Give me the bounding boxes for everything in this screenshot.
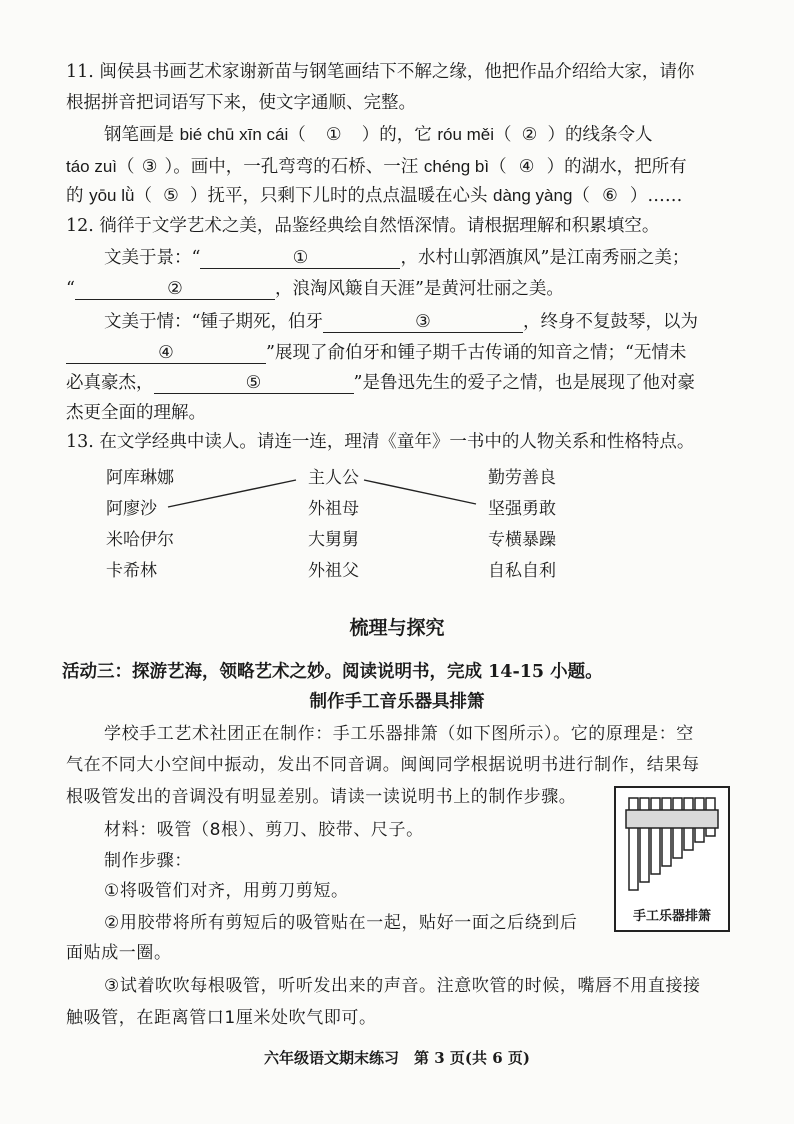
pinyin-6: dàng yàng — [493, 186, 573, 205]
step-1: ①将吸管们对齐，用剪刀剪短。 — [104, 881, 349, 901]
q12-line1: 12. 徜徉于文学艺术之美，品鉴经典绘自然悟深情。请根据理解和积累填空。 — [66, 216, 660, 236]
relation-item[interactable]: 主人公 — [308, 468, 359, 488]
q11-line4: táo zuì（ ③ ）。画中，一孔弯弯的石桥、一汪 chéng bì（ ④ ）的湖水，把所有 — [66, 157, 687, 177]
fill-blank-4[interactable]: ④ — [66, 343, 266, 364]
fill-blank-5[interactable]: ⑤ — [154, 373, 354, 394]
relation-item[interactable]: 大舅舅 — [308, 530, 359, 550]
figure-caption: 手工乐器排箫 — [632, 909, 711, 924]
blank-1[interactable]: ① — [325, 125, 342, 145]
blank-4[interactable]: ④ — [518, 157, 535, 177]
blank-3[interactable]: ③ — [141, 157, 158, 177]
connector-line-1 — [168, 480, 296, 507]
q12-line6: 必真豪杰， ⑤ ”是鲁迅先生的爱子之情，也是展现了他对豪 — [66, 373, 695, 393]
blank-6[interactable]: ⑥ — [602, 186, 618, 206]
trait-item[interactable]: 自私自利 — [488, 561, 556, 581]
trait-item[interactable]: 坚强勇敢 — [488, 499, 556, 519]
q11-line3: 钢笔画是 bié chū xīn cái（ ① ）的，它 róu měi（ ② ）的线条令人 — [104, 125, 653, 145]
trait-item[interactable]: 专横暴躁 — [488, 530, 556, 550]
pinyin-2: róu měi — [437, 125, 495, 144]
relation-item[interactable]: 外祖父 — [308, 561, 359, 581]
name-item[interactable]: 阿库琳娜 — [106, 468, 174, 488]
steps-title: 制作步骤： — [104, 851, 192, 871]
q12-line2: 文美于景：“ ① ，水村山郭酒旗风”是江南秀丽之美； — [104, 248, 690, 268]
q12-line3: “ ② ，浪淘风簸自天涯”是黄河壮丽之美。 — [66, 279, 564, 299]
fill-blank-2[interactable]: ② — [75, 279, 275, 300]
step-3b: 触吸管，在距离管口1厘米处吹气即可。 — [66, 1008, 377, 1028]
q11-line2: 根据拼音把词语写下来，使文字通顺、完整。 — [66, 93, 416, 113]
page-footer: 六年级语文期末练习 第 3 页(共 6 页) — [264, 1049, 530, 1067]
body-p1a: 学校手工艺术社团正在制作：手工乐器排箫（如下图所示）。它的原理是：空 — [104, 724, 694, 744]
body-p1b: 气在不同大小空间中振动，发出不同音调。闽闽同学根据说明书进行制作，结果每 — [66, 755, 700, 775]
q12-line7: 杰更全面的理解。 — [66, 403, 206, 423]
connector-line-2 — [364, 480, 476, 504]
q13-line1: 13. 在文学经典中读人。请连一连，理清《童年》一书中的人物关系和性格特点。 — [66, 432, 695, 452]
pinyin-4: chéng bì — [423, 157, 490, 176]
section-title: 梳理与探究 — [349, 617, 445, 639]
step-2b: 面贴成一圈。 — [66, 943, 172, 963]
materials: 材料：吸管（8根）、剪刀、胶带、尺子。 — [104, 820, 424, 840]
body-p1c: 根吸管发出的音调没有明显差别。请读一读说明书上的制作步骤。 — [66, 787, 577, 807]
pan-flute-figure — [614, 786, 730, 932]
q11-line1: 11. 闽侯县书画艺术家谢新苗与钢笔画结下不解之缘，他把作品介绍给大家，请你 — [66, 62, 695, 82]
q11-line5: 的 yōu lǜ（ ⑤ ）抚平，只剩下儿时的点点温暖在心头 dàng yàng（ ⑥ ）…… — [66, 186, 683, 206]
relation-item[interactable]: 外祖母 — [308, 499, 359, 519]
activity-heading: 活动三：探游艺海，领略艺术之妙。阅读说明书，完成 14-15 小题。 — [62, 662, 603, 682]
name-item[interactable]: 米哈伊尔 — [106, 530, 174, 550]
q12-line5: ④ ”展现了俞伯牙和锺子期千古传诵的知音之情；“无情未 — [66, 341, 686, 365]
step-3a: ③试着吹吹每根吸管，听听发出来的声音。注意吹管的时候，嘴唇不用直接接 — [104, 976, 701, 996]
blank-5[interactable]: ⑤ — [163, 186, 179, 206]
name-item[interactable]: 卡希林 — [106, 561, 157, 581]
pinyin-5: yōu lǜ — [89, 186, 135, 205]
fill-blank-3[interactable]: ③ — [323, 312, 523, 333]
name-item[interactable]: 阿廖沙 — [106, 499, 157, 519]
pinyin-1: bié chū xīn cái — [179, 125, 289, 144]
pan-flute-drawing — [616, 788, 728, 900]
pinyin-3: táo zuì — [66, 157, 118, 176]
instructions-title: 制作手工音乐器具排箫 — [309, 692, 485, 712]
step-2a: ②用胶带将所有剪短后的吸管贴在一起，贴好一面之后绕到后 — [104, 913, 578, 933]
fill-blank-1[interactable]: ① — [200, 248, 400, 269]
q12-line4: 文美于情：“锺子期死，伯牙 ③ ，终身不复鼓琴，以为 — [104, 312, 698, 332]
trait-item[interactable]: 勤劳善良 — [488, 468, 556, 488]
blank-2[interactable]: ② — [521, 125, 538, 145]
